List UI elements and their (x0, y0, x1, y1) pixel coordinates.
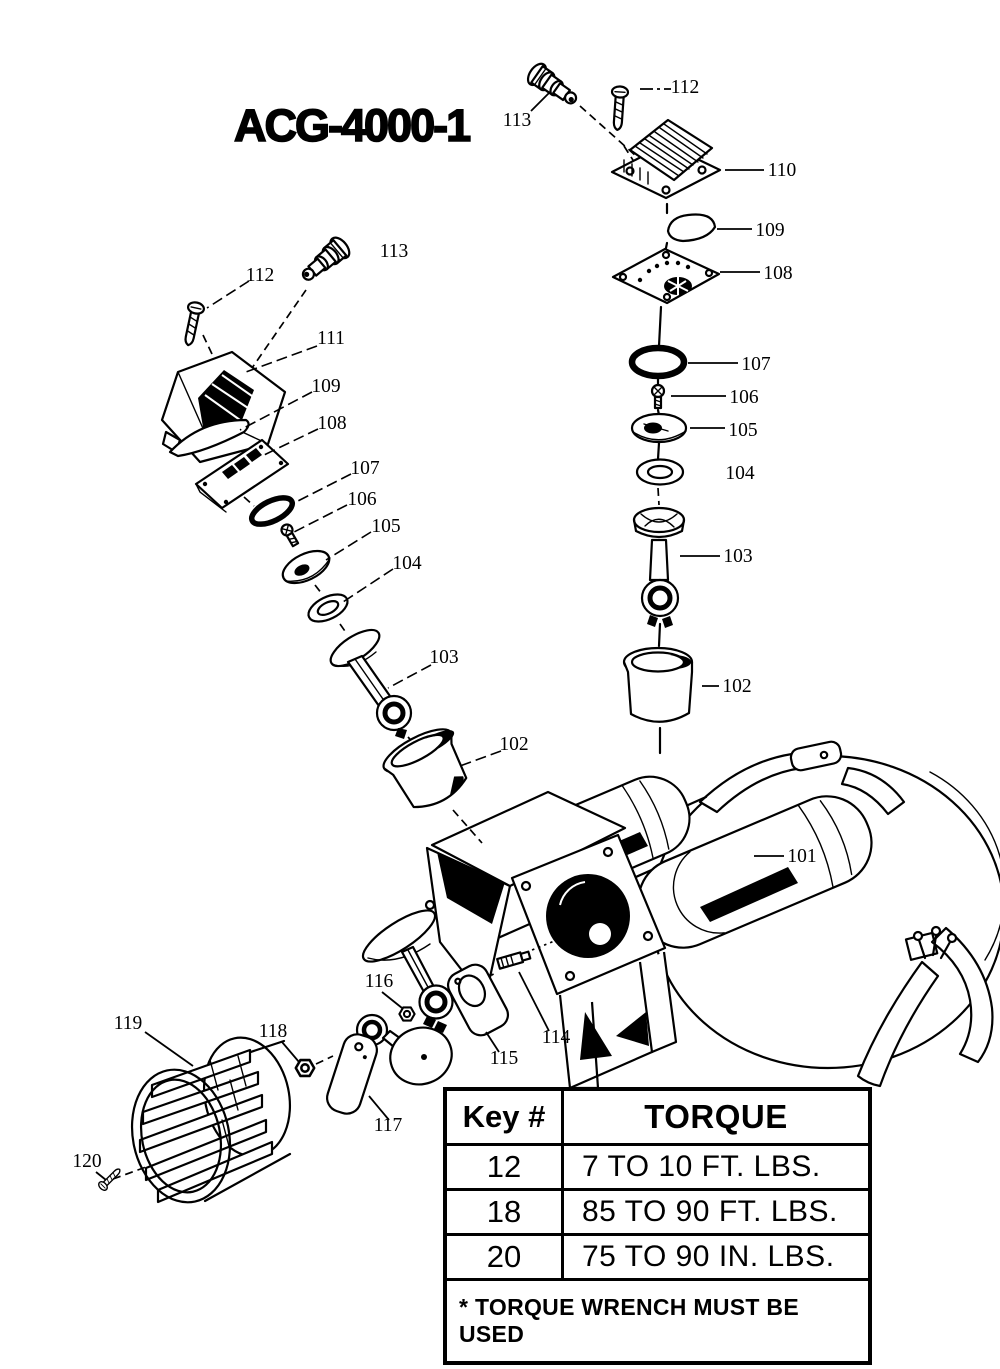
torque-table-header-torque: TORQUE (563, 1089, 871, 1145)
torque-table-footer-row (445, 1280, 870, 1364)
callout-108-right: 108 (763, 263, 793, 284)
part-105-valve-disc-left (278, 544, 334, 589)
callout-113-left: 113 (379, 241, 409, 262)
callout-104-right: 104 (725, 463, 755, 484)
part-115-cover (443, 960, 512, 1040)
callout-109-left: 109 (311, 376, 341, 397)
callout-101: 101 (787, 846, 817, 867)
callout-105-left: 105 (371, 516, 401, 537)
part-107-oring-right (632, 348, 684, 376)
callout-103-left: 103 (429, 647, 459, 668)
part-106-screw-left (279, 522, 300, 547)
part-103-piston-left (325, 623, 411, 739)
callout-112-right: 112 (670, 77, 700, 98)
part-113-fitting-left (297, 234, 353, 287)
torque-value-18: 85 TO 90 FT. LBS. (563, 1190, 871, 1235)
callout-104-left: 104 (392, 553, 422, 574)
part-103-piston-right (634, 508, 684, 628)
callout-118: 118 (258, 1021, 288, 1042)
part-118-nut (296, 1060, 314, 1076)
torque-key-12: 12 (445, 1145, 563, 1190)
part-105-valve-disc-right (632, 414, 686, 442)
callout-119: 119 (113, 1013, 143, 1034)
torque-table-row (445, 1190, 870, 1235)
part-102-cylinder-right (624, 648, 692, 722)
callout-111: 111 (317, 328, 345, 349)
torque-table-row (445, 1145, 870, 1190)
callout-115: 115 (489, 1048, 519, 1069)
diagram-title: ACG-4000-1 (234, 100, 470, 151)
part-101-crankcase-body (426, 740, 1000, 1088)
torque-value-20: 75 TO 90 IN. LBS. (563, 1235, 871, 1280)
callout-112-left: 112 (245, 265, 275, 286)
part-119-fan-wheel (97, 1030, 300, 1212)
torque-key-18: 18 (445, 1190, 563, 1235)
part-114-bolt (497, 950, 531, 968)
part-116-nut (399, 1007, 414, 1020)
torque-table-row (445, 1235, 870, 1280)
callout-108-left: 108 (317, 413, 347, 434)
part-110-head (612, 120, 720, 198)
callout-113-right: 113 (502, 110, 532, 131)
part-104-washer-left (304, 589, 351, 627)
callout-109-right: 109 (755, 220, 785, 241)
torque-table-footnote: * TORQUE WRENCH MUST BE USED (445, 1280, 870, 1364)
torque-table (443, 1087, 872, 1365)
callout-106-right: 106 (729, 387, 759, 408)
part-102-cylinder-left (378, 720, 480, 818)
part-112-screw-left (180, 301, 205, 347)
right-cylinder-assembly (524, 61, 720, 753)
torque-value-12: 7 TO 10 FT. LBS. (563, 1145, 871, 1190)
torque-table-header-row (445, 1089, 870, 1145)
callout-110: 110 (767, 160, 797, 181)
callout-120: 120 (72, 1151, 102, 1172)
part-108-valve-plate-right (613, 249, 719, 303)
callout-103-right: 103 (723, 546, 753, 567)
part-104-washer-right (637, 460, 683, 485)
part-112-screw-right (609, 86, 628, 131)
torque-table-header-key: Key # (445, 1089, 563, 1145)
callout-117: 117 (373, 1115, 403, 1136)
callout-114: 114 (541, 1027, 571, 1048)
callout-107-left: 107 (350, 458, 380, 479)
callout-116: 116 (364, 971, 394, 992)
callout-107-right: 107 (741, 354, 771, 375)
part-106-screw-right (652, 385, 664, 408)
torque-key-20: 20 (445, 1235, 563, 1280)
part-109-gasket-right (668, 215, 715, 242)
callout-102-left: 102 (499, 734, 529, 755)
callout-102-right: 102 (722, 676, 752, 697)
part-113-fitting-right (524, 61, 582, 111)
callout-105-right: 105 (728, 420, 758, 441)
left-cylinder-assembly (162, 234, 482, 843)
part-117-counterweight (323, 1031, 380, 1118)
callout-106-left: 106 (347, 489, 377, 510)
